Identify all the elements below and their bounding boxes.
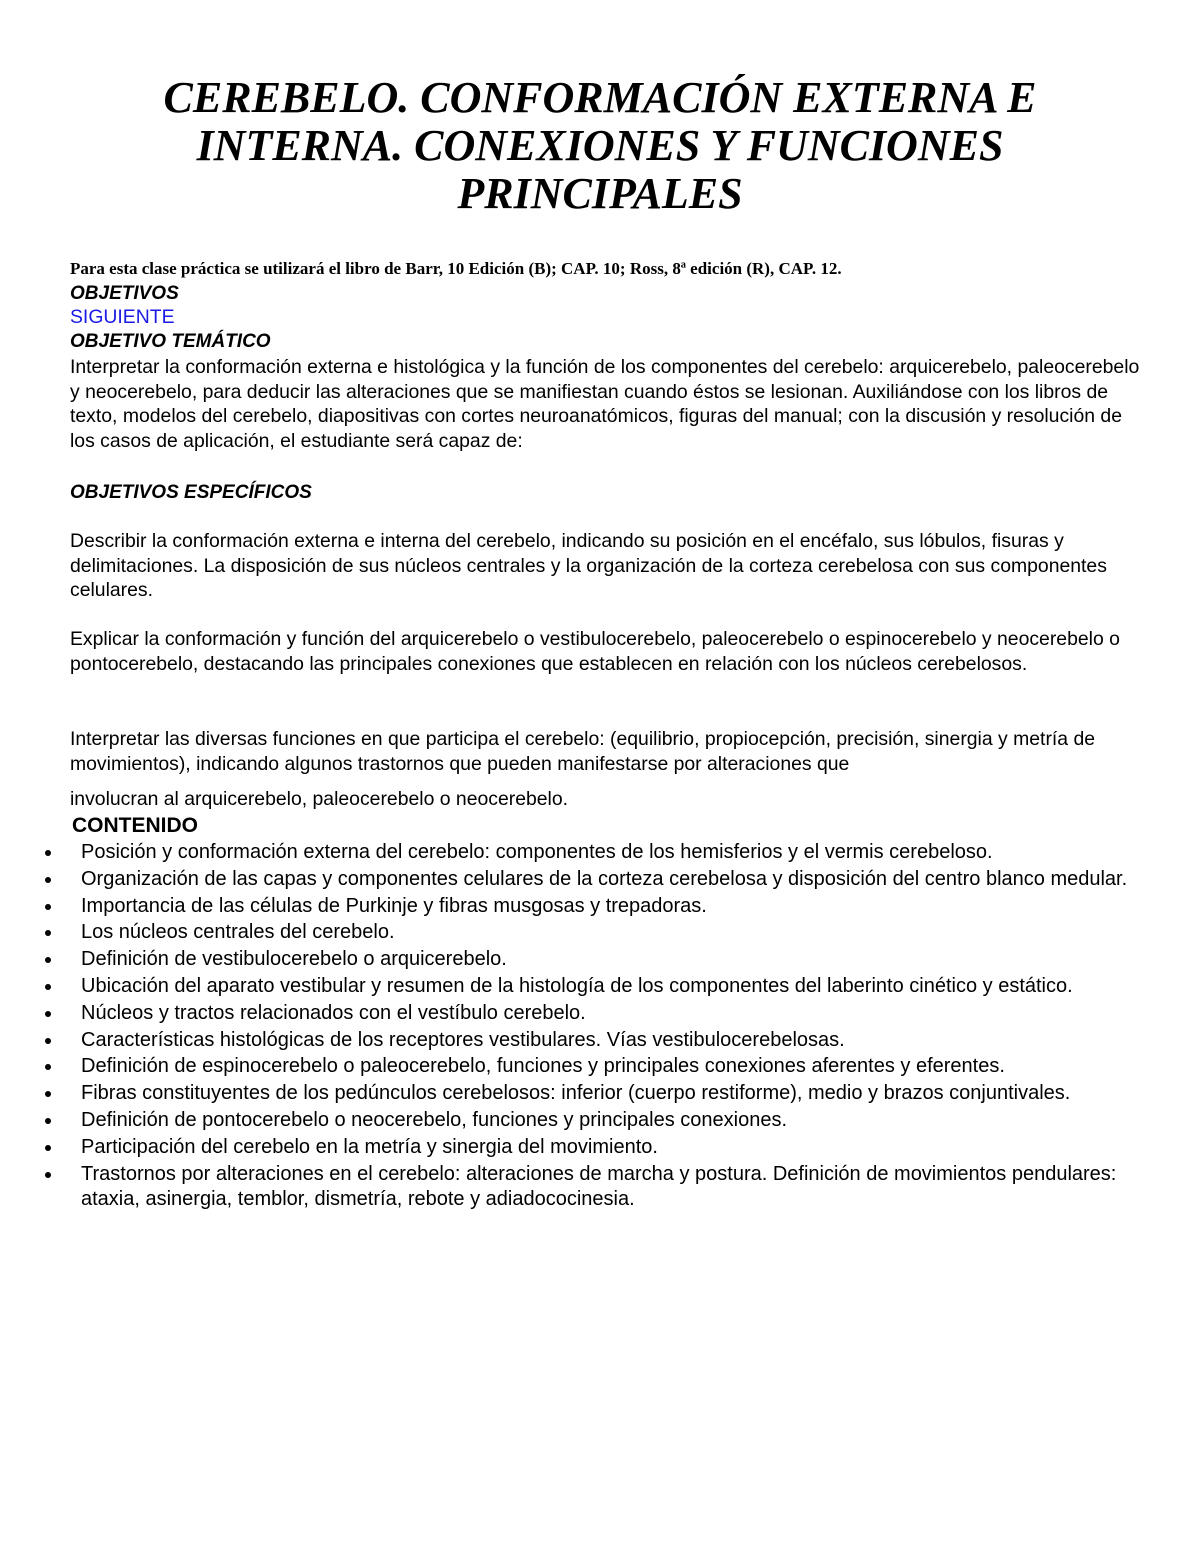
list-item-text: Participación del cerebelo en la metría y sinergia del movimiento. — [81, 1135, 658, 1158]
especifico-paragraph-3-continued: involucran al arquicerebelo, paleocerebelo o neocerebelo. — [70, 788, 569, 810]
especifico-paragraph-1: Describir la conformación externa e interna del cerebelo, indicando su posición en el encéfalo, sus lóbulos, fisuras y delimitaciones. La disposición de sus núcleos centrales y la organización de la corteza cerebelosa con sus componentes celulares. — [70, 530, 1107, 601]
bullet-icon — [45, 1091, 51, 1097]
bullet-icon — [45, 877, 51, 883]
list-item — [0, 840, 1140, 865]
list-item-text: Fibras constituyentes de los pedúnculos cerebelosos: inferior (cuerpo restiforme), medio y brazos conjuntivales. — [81, 1082, 1071, 1105]
objetivos-especificos-heading: OBJETIVOS ESPECÍFICOS — [70, 482, 312, 503]
contenido-heading: CONTENIDO — [72, 814, 198, 837]
list-item-text: Características histológicas de los receptores vestibulares. Vías vestibulocerebelosas. — [81, 1028, 845, 1051]
bullet-icon — [45, 1145, 51, 1151]
especifico-paragraph-3: Interpretar las diversas funciones en que participa el cerebelo: (equilibrio, propiocepción, precisión, sinergia y metría de movimientos), indicando algunos trastornos que pueden manifestarse por alteraciones que — [70, 728, 1096, 775]
list-item — [0, 1054, 1140, 1079]
list-item-text: Definición de vestibulocerebelo o arquicerebelo. — [81, 948, 507, 971]
list-item — [0, 1081, 1140, 1106]
bullet-icon — [45, 850, 51, 856]
bullet-icon — [45, 1038, 51, 1044]
bullet-icon — [45, 904, 51, 910]
bullet-icon — [45, 1118, 51, 1124]
bullet-icon — [45, 1011, 51, 1017]
contenido-list — [0, 840, 1140, 1214]
list-item-text: Definición de espinocerebelo o paleocerebelo, funciones y principales conexiones aferentes y eferentes. — [81, 1055, 1005, 1078]
list-item-text: Trastornos por alteraciones en el cerebelo: alteraciones de marcha y postura. Definición de movimientos pendulares: ataxia, asinergia, temblor, dismetría, rebote y adiadococinesia. — [81, 1162, 1117, 1210]
objetivo-tematico-heading: OBJETIVO TEMÁTICO — [70, 331, 271, 352]
bullet-icon — [45, 957, 51, 963]
list-item-text: Definición de pontocerebelo o neocerebelo, funciones y principales conexiones. — [81, 1108, 788, 1131]
bullet-icon — [45, 1064, 51, 1070]
bullet-icon — [45, 930, 51, 936]
list-item-text: Posición y conformación externa del cerebelo: componentes de los hemisferios y el vermis cerebeloso. — [81, 841, 993, 863]
list-item — [0, 894, 1140, 919]
list-item — [0, 1028, 1140, 1053]
document-title: CEREBELO. CONFORMACIÓN EXTERNA E INTERNA. CONEXIONES Y FUNCIONES PRINCIPALES — [163, 73, 1037, 218]
list-item — [0, 1108, 1140, 1133]
objetivo-tematico-text: Interpretar la conformación externa e histológica y la función de los componentes del cerebelo: arquicerebelo, paleocerebelo y neocerebelo, para deducir las alteraciones que se manifiestan cuando éstos se lesionan. Auxiliándose con los libros de texto, modelos del cerebelo, diapositivas con cortes neuroanatómicos, figuras del manual; con la discusión y resolución de los casos de aplicación, el estudiante será capaz de: — [70, 356, 1140, 452]
list-item — [0, 947, 1140, 972]
list-item — [0, 974, 1140, 999]
list-item — [0, 920, 1140, 945]
list-item — [0, 867, 1140, 892]
list-item-text: Núcleos y tractos relacionados con el vestíbulo cerebelo. — [81, 1001, 586, 1024]
bullet-icon — [45, 984, 51, 990]
list-item — [0, 1162, 1140, 1212]
objetivos-heading: OBJETIVOS — [70, 283, 179, 304]
list-item — [0, 1001, 1140, 1026]
list-item-text: Importancia de las células de Purkinje y fibras musgosas y trepadoras. — [81, 894, 707, 917]
list-item — [0, 1135, 1140, 1160]
list-item-text: Organización de las capas y componentes celulares de la corteza cerebelosa y disposición del centro blanco medular. — [81, 867, 1128, 890]
bullet-icon — [45, 1172, 51, 1178]
intro-text: Para esta clase práctica se utilizará el libro de Barr, 10 Edición (B); CAP. 10; Ross, 8ª edición (R), CAP. 12. — [70, 259, 842, 278]
list-item-text: Ubicación del aparato vestibular y resumen de la histología de los componentes del laberinto cinético y estático. — [81, 974, 1073, 997]
siguiente-link[interactable]: SIGUIENTE — [70, 306, 175, 328]
list-item-text: Los núcleos centrales del cerebelo. — [81, 921, 395, 944]
especifico-paragraph-2: Explicar la conformación y función del arquicerebelo o vestibulocerebelo, paleocerebelo o espinocerebelo y neocerebelo o pontocerebelo, destacando las principales conexiones que establecen en relación con los núcleos cerebelosos. — [70, 628, 1120, 675]
